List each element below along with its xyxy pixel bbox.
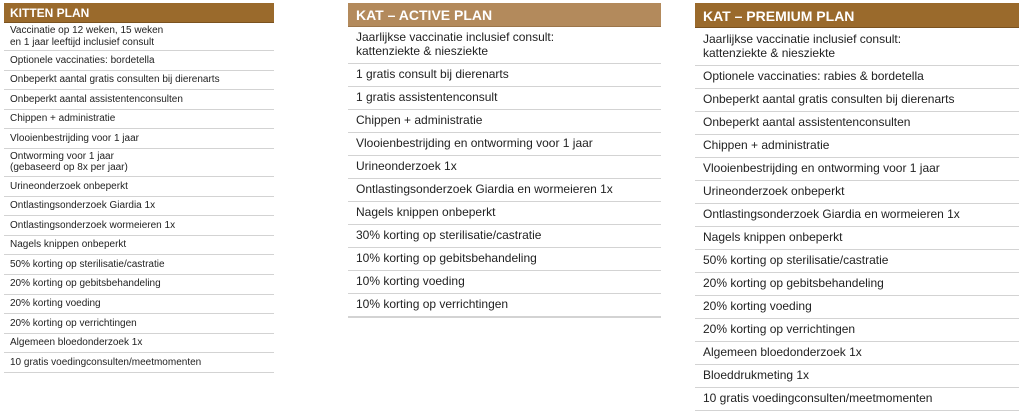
- premium-plan-table: [695, 3, 1019, 411]
- plan-feature: Onbeperkt aantal assistentenconsulten: [695, 112, 1019, 135]
- plan-feature: Optionele vaccinaties: rabies & bordetella: [695, 66, 1019, 89]
- plan-title: KITTEN PLAN: [4, 3, 274, 23]
- plan-feature: 20% korting op gebitsbehandeling: [4, 275, 274, 295]
- plan-feature: 1 gratis consult bij dierenarts: [348, 64, 661, 87]
- plan-feature: Onbeperkt aantal gratis consulten bij dierenarts: [4, 71, 274, 91]
- plan-feature: 20% korting voeding: [4, 295, 274, 315]
- plan-feature: Vlooienbestrijding voor 1 jaar: [4, 129, 274, 149]
- plan-feature: Ontlastingsonderzoek wormeieren 1x: [4, 216, 274, 236]
- plan-feature-list: [348, 27, 661, 318]
- plan-feature: 20% korting op gebitsbehandeling: [695, 273, 1019, 296]
- plan-feature: Nagels knippen onbeperkt: [4, 236, 274, 256]
- plan-feature: Vlooienbestrijding en ontworming voor 1 jaar: [695, 158, 1019, 181]
- plan-feature: 20% korting op verrichtingen: [695, 319, 1019, 342]
- plan-feature: Urineonderzoek onbeperkt: [695, 181, 1019, 204]
- plan-feature: Urineonderzoek onbeperkt: [4, 177, 274, 197]
- plan-feature: Ontlastingsonderzoek Giardia 1x: [4, 197, 274, 217]
- plan-feature: 20% korting voeding: [695, 296, 1019, 319]
- plan-title: KAT – ACTIVE PLAN: [348, 3, 661, 27]
- plan-feature: Bloeddrukmeting 1x: [695, 365, 1019, 388]
- plan-feature: 1 gratis assistentenconsult: [348, 87, 661, 110]
- plan-feature: Nagels knippen onbeperkt: [348, 202, 661, 225]
- plan-feature: Ontlastingsonderzoek Giardia en wormeieren 1x: [348, 179, 661, 202]
- plan-feature: Nagels knippen onbeperkt: [695, 227, 1019, 250]
- plan-feature: 20% korting op verrichtingen: [4, 314, 274, 334]
- plan-feature: 30% korting op sterilisatie/castratie: [348, 225, 661, 248]
- plan-feature: Jaarlijkse vaccinatie inclusief consult: kattenziekte & niesziekte: [348, 27, 661, 64]
- plan-feature: Algemeen bloedonderzoek 1x: [4, 334, 274, 354]
- plan-feature-list: [695, 28, 1019, 411]
- plan-feature: Ontworming voor 1 jaar (gebaseerd op 8x per jaar): [4, 149, 274, 177]
- plan-feature: Chippen + administratie: [695, 135, 1019, 158]
- plan-feature: Chippen + administratie: [4, 110, 274, 130]
- plan-feature: Vaccinatie op 12 weken, 15 weken en 1 jaar leeftijd inclusief consult: [4, 23, 274, 51]
- plan-feature: Optionele vaccinaties: bordetella: [4, 51, 274, 71]
- plan-feature: 10% korting voeding: [348, 271, 661, 294]
- plan-feature: 10 gratis voedingconsulten/meetmomenten: [4, 353, 274, 373]
- plan-feature: Algemeen bloedonderzoek 1x: [695, 342, 1019, 365]
- plan-feature: Chippen + administratie: [348, 110, 661, 133]
- plan-feature: Onbeperkt aantal gratis consulten bij dierenarts: [695, 89, 1019, 112]
- plan-feature: 10 gratis voedingconsulten/meetmomenten: [695, 388, 1019, 411]
- plan-feature: 50% korting op sterilisatie/castratie: [4, 255, 274, 275]
- plan-feature: Ontlastingsonderzoek Giardia en wormeieren 1x: [695, 204, 1019, 227]
- plan-feature: 10% korting op verrichtingen: [348, 294, 661, 317]
- plan-feature-list: [4, 23, 274, 373]
- plan-feature: 50% korting op sterilisatie/castratie: [695, 250, 1019, 273]
- kitten-plan-table: [4, 3, 274, 373]
- plan-feature: Urineonderzoek 1x: [348, 156, 661, 179]
- plan-feature: Onbeperkt aantal assistentenconsulten: [4, 90, 274, 110]
- active-plan-table: [348, 3, 661, 318]
- plan-title: KAT – PREMIUM PLAN: [695, 3, 1019, 28]
- plan-feature: Jaarlijkse vaccinatie inclusief consult: kattenziekte & niesziekte: [695, 28, 1019, 66]
- plan-feature: Vlooienbestrijding en ontworming voor 1 jaar: [348, 133, 661, 156]
- plan-feature: 10% korting op gebitsbehandeling: [348, 248, 661, 271]
